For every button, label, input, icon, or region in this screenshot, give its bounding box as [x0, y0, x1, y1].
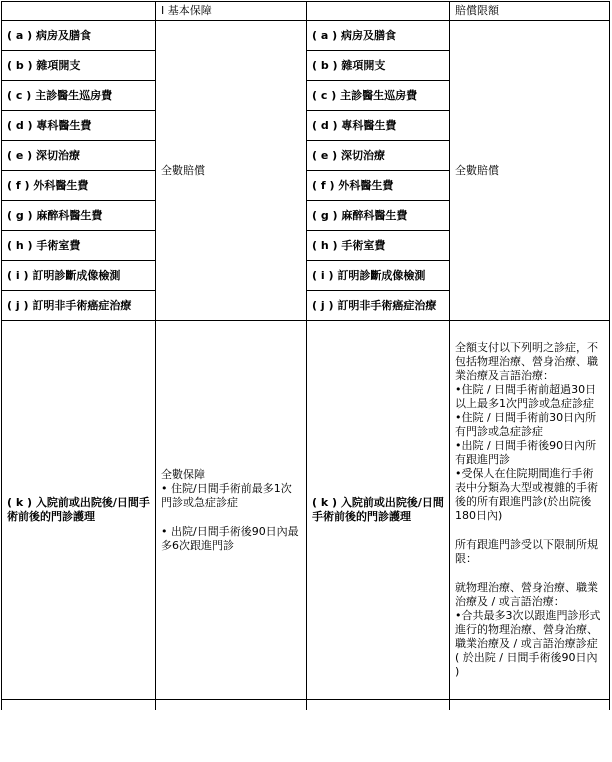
item-label-h-repeat: ( h ) 手術室費: [307, 231, 450, 261]
tail-cell-4: [450, 700, 610, 711]
header-row: [2, 2, 610, 21]
tail-cell-1: [2, 700, 156, 711]
item-label-d: ( d ) 專科醫生費: [2, 111, 156, 141]
item-label-e: ( e ) 深切治療: [2, 141, 156, 171]
header-cell-1: [2, 2, 156, 21]
table-row-k: [2, 321, 610, 700]
k-limit-bullet-5: •合共最多3次以跟進門診形式進行的物理治療、營身治療、職業治療及 / 或言語治療診症 ( 於出院 / 日間手術後90日內 ): [455, 609, 601, 678]
item-label-f: ( f ) 外科醫生費: [2, 171, 156, 201]
item-label-e-repeat: ( e ) 深切治療: [307, 141, 450, 171]
k-limit-intro: 全額支付以下列明之診症，不包括物理治療、營身治療、職業治療及言語治療：: [455, 341, 598, 382]
basic-full-coverage: 全數賠償: [156, 21, 307, 321]
item-label-c-repeat: ( c ) 主診醫生巡房費: [307, 81, 450, 111]
k-limit-bullet-3: •出院 / 日間手術後90日內所有跟進門診: [455, 439, 597, 466]
item-k-benefit-limit: [450, 321, 610, 700]
item-label-h: ( h ) 手術室費: [2, 231, 156, 261]
k-basic-line-2: • 出院/日間手術後90日內最多6次跟進門診: [161, 524, 299, 552]
item-k-basic-coverage: [156, 321, 307, 700]
tail-cell-3: [307, 700, 450, 711]
k-basic-line-1: • 住院/日間手術前最多1次門診或急症診症: [161, 481, 292, 509]
item-label-k-repeat: ( k ) 入院前或出院後/日間手術前後的門診護理: [307, 321, 450, 700]
tail-cell-2: [156, 700, 307, 711]
item-label-k: ( k ) 入院前或出院後/日間手術前後的門診護理: [2, 321, 156, 700]
table-row-continuation: [2, 700, 610, 711]
item-label-a: ( a ) 病房及膳食: [2, 21, 156, 51]
k-limit-bullet-1: •住院 / 日間手術前超過30日以上最多1次門診或急症診症: [455, 383, 597, 410]
k-limit-bullet-4: •受保人在住院期間進行手術表中分類為大型或複雜的手術後的所有跟進門診(於出院後180日內): [455, 467, 598, 522]
item-label-b: ( b ) 雜項開支: [2, 51, 156, 81]
item-label-d-repeat: ( d ) 專科醫生費: [307, 111, 450, 141]
item-label-f-repeat: ( f ) 外科醫生費: [307, 171, 450, 201]
header-basic-protection: I 基本保障: [156, 2, 307, 21]
k-basic-title: 全數保障: [161, 467, 205, 481]
item-label-b-repeat: ( b ) 雜項開支: [307, 51, 450, 81]
header-cell-3: [307, 2, 450, 21]
item-label-i: ( i ) 訂明診斷成像檢測: [2, 261, 156, 291]
item-label-g: ( g ) 麻醉科醫生費: [2, 201, 156, 231]
k-limit-bullet-2: •住院 / 日間手術前30日內所有門診或急症診症: [455, 411, 597, 438]
header-benefit-limit: 賠償限額: [450, 2, 610, 21]
k-limit-therapy-note: 就物理治療、營身治療、職業治療及 / 或言語治療：: [455, 581, 598, 608]
limit-full-coverage: 全數賠償: [450, 21, 610, 321]
item-label-j: ( j ) 訂明非手術癌症治療: [2, 291, 156, 321]
item-label-i-repeat: ( i ) 訂明診斷成像檢測: [307, 261, 450, 291]
benefit-table: [1, 1, 610, 710]
item-label-c: ( c ) 主診醫生巡房費: [2, 81, 156, 111]
item-label-g-repeat: ( g ) 麻醉科醫生費: [307, 201, 450, 231]
item-label-a-repeat: ( a ) 病房及膳食: [307, 21, 450, 51]
table-row: [2, 21, 610, 51]
k-limit-followup-note: 所有跟進門診受以下限制所規限：: [455, 538, 598, 565]
item-label-j-repeat: ( j ) 訂明非手術癌症治療: [307, 291, 450, 321]
